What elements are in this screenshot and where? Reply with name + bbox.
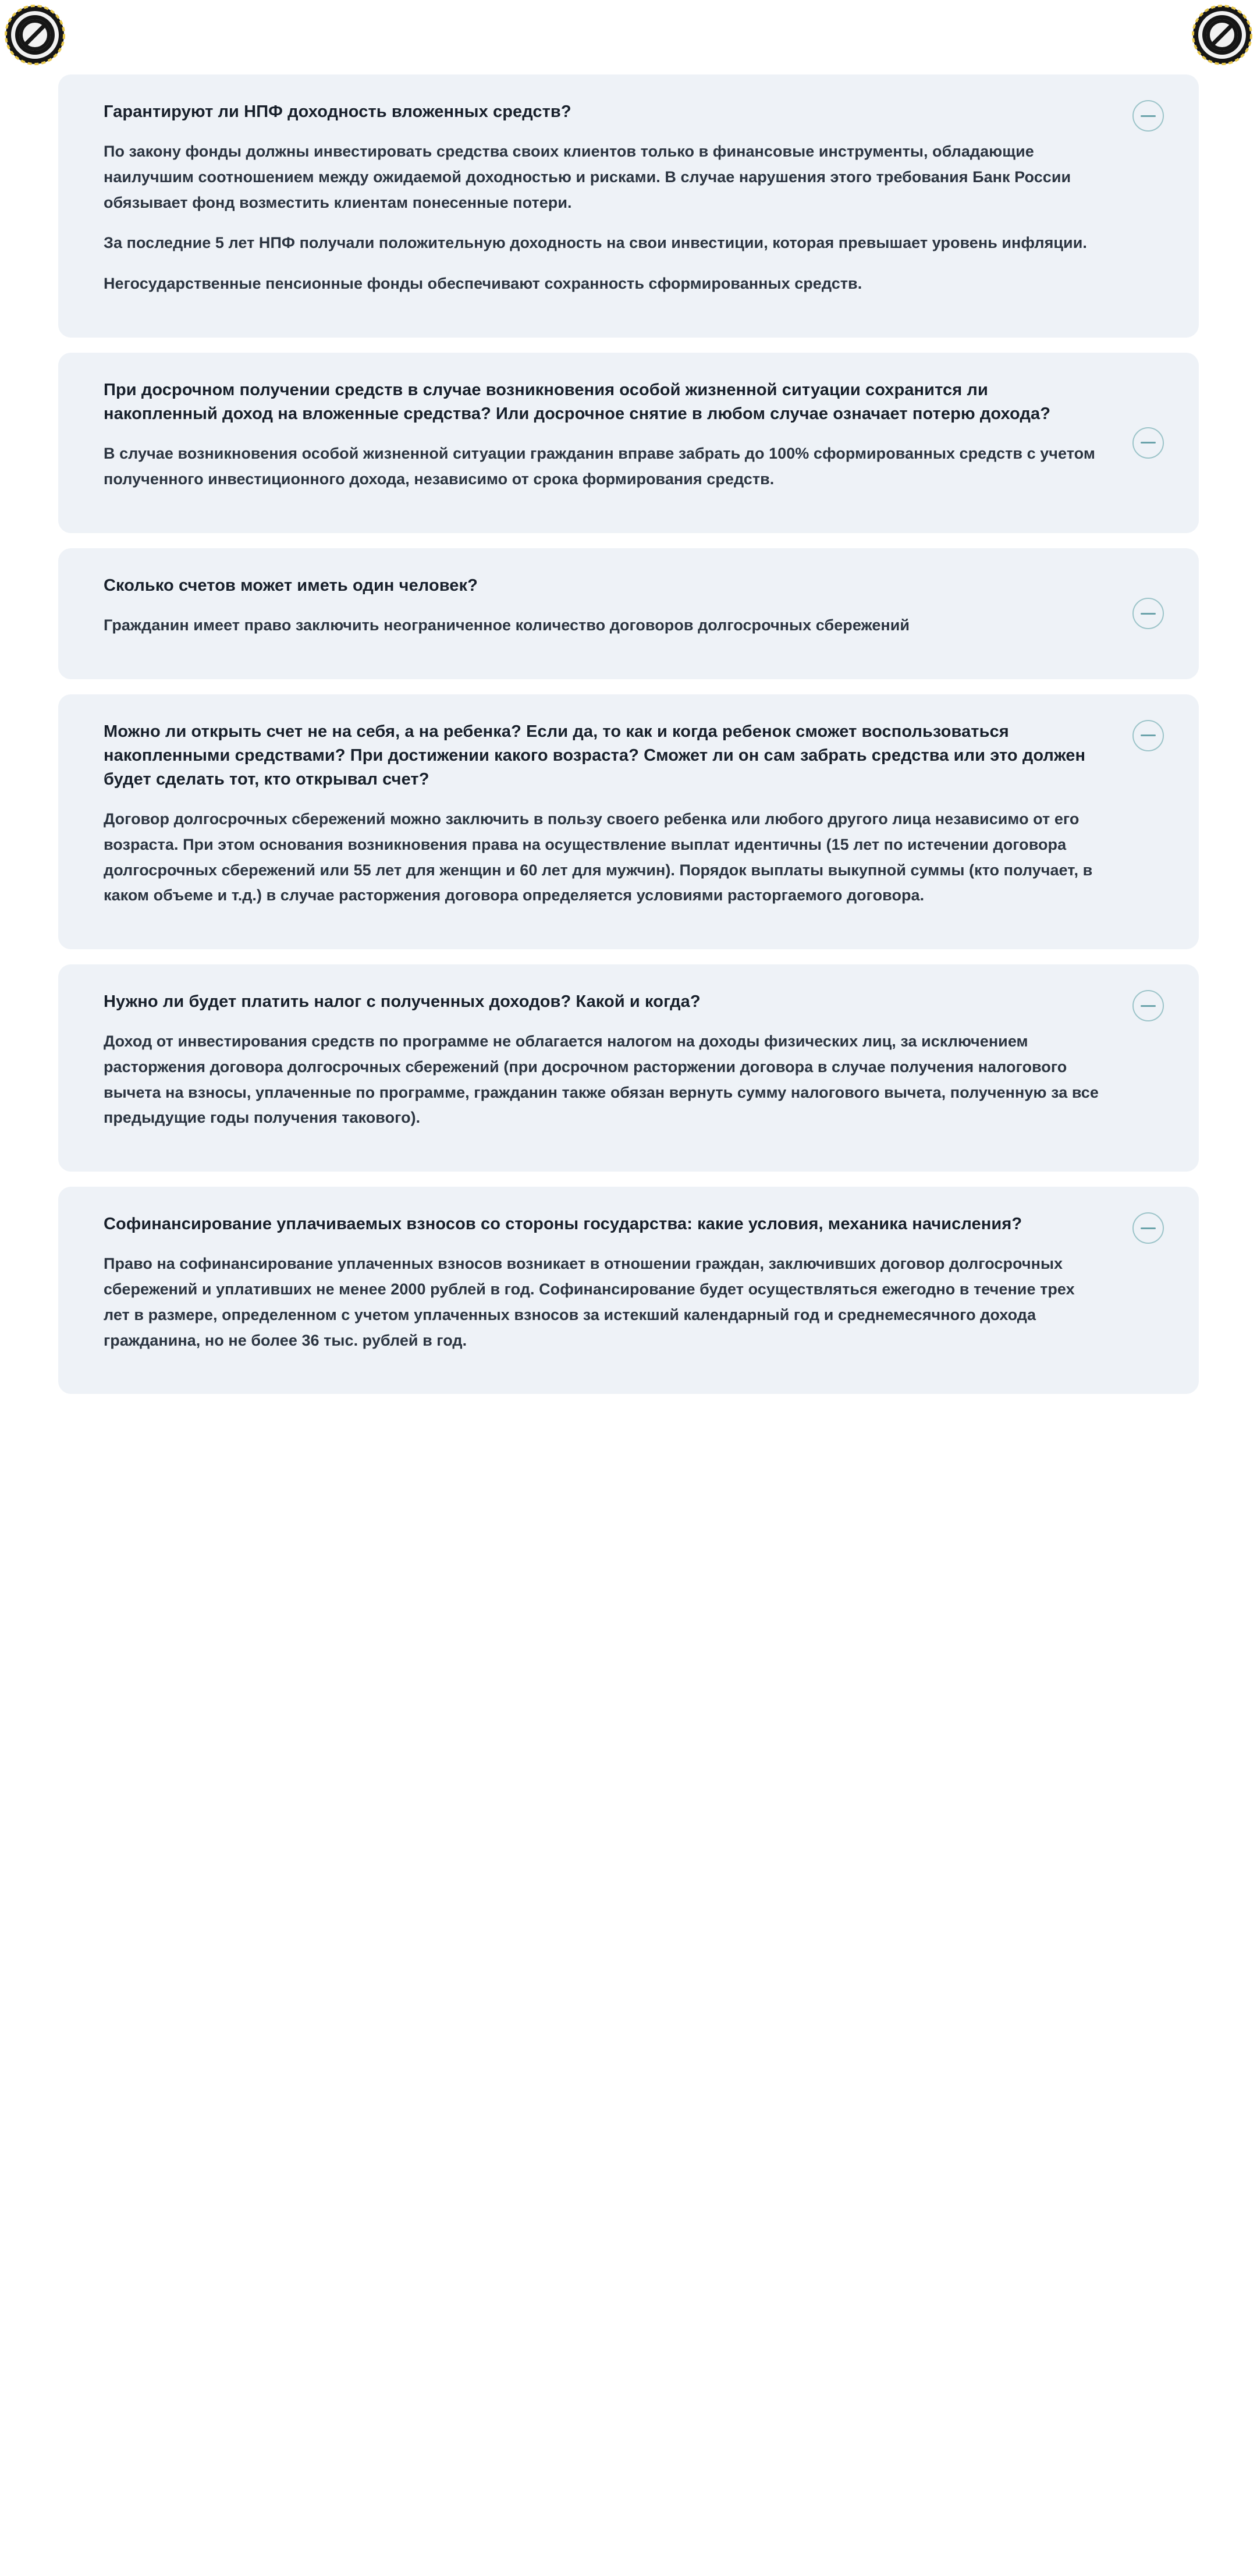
minus-icon: [1141, 115, 1156, 117]
faq-answer: Право на софинансирование уплаченных взносов возникает в отношении граждан, заключивших договор долгосрочных сбережений и уплативших не менее 2000 рублей в год. Софинансирование будет осуществляться ежегодно в течение трех лет в размере, определенном с учетом уплаченных взносов за истекший календарный год и среднемесячного дохода гражданина, но не более 36 тыс. рублей в год.: [104, 1255, 1075, 1349]
minus-icon: [1141, 442, 1156, 443]
faq-answer: Гражданин имеет право заключить неограниченное количество договоров долгосрочных сбережений: [104, 616, 910, 634]
faq-answer: Негосударственные пенсионные фонды обеспечивают сохранность сформированных средств.: [104, 275, 862, 293]
no-entry-icon: [1192, 5, 1252, 65]
faq-list: [58, 74, 1199, 1409]
faq-item[interactable]: [58, 1187, 1199, 1394]
faq-collapse-button[interactable]: [1132, 1212, 1164, 1244]
minus-icon: [1141, 613, 1156, 615]
faq-answer: По закону фонды должны инвестировать средства своих клиентов только в финансовые инструменты, обладающие наилучшим соотношением между ожидаемой доходностью и рисками. В случае нарушения этого требования Банк России обязывает фонд возместить клиентам понесенные потери.: [104, 143, 1071, 211]
faq-answer: Договор долгосрочных сбережений можно заключить в пользу своего ребенка или любого другого лица независимо от его возраста. При этом основания возникновения права на осуществление выплат идентичны (15 лет по истечении договора долгосрочных сбережений или 55 лет для женщин и 60 лет для мужчин). Порядок выплаты выкупной суммы (кто получает, в каком объеме и т.д.) в случае расторжения договора определяется условиями расторгаемого договора.: [104, 810, 1093, 904]
minus-icon: [1141, 735, 1156, 736]
faq-question: При досрочном получении средств в случае возникновения особой жизненной ситуации сохранится ли накопленный доход на вложенные средства? Или досрочное снятие в любом случае означает потерю дохода?: [104, 380, 1051, 424]
no-entry-badge-left: [5, 5, 65, 65]
faq-answer: Доход от инвестирования средств по программе не облагается налогом на доходы физических лиц, за исключением расторжения договора долгосрочных сбережений (при досрочном расторжении договора в случае получения налогового вычета на взносы, уплаченные по программе, гражданин также обязан вернуть сумму налогового вычета, полученную за все предыдущие годы получения такового).: [104, 1032, 1099, 1127]
faq-question: Сколько счетов может иметь один человек?: [104, 576, 478, 595]
faq-collapse-button[interactable]: [1132, 100, 1164, 132]
faq-question: Нужно ли будет платить налог с полученных доходов? Какой и когда?: [104, 992, 701, 1012]
faq-question: Можно ли открыть счет не на себя, а на ребенка? Если да, то как и когда ребенок сможет воспользоваться накопленными средствами? При достижении какого возраста? Сможет ли он сам забрать средства или это должен будет сделать тот, кто открывал счет?: [104, 722, 1086, 789]
faq-item[interactable]: [58, 74, 1199, 338]
faq-collapse-button[interactable]: [1132, 427, 1164, 459]
faq-question: Гарантируют ли НПФ доходность вложенных средств?: [104, 102, 571, 121]
no-entry-badge-right: [1192, 5, 1252, 65]
faq-item[interactable]: [58, 694, 1199, 949]
no-entry-icon: [5, 5, 65, 65]
faq-question: Софинансирование уплачиваемых взносов со стороны государства: какие условия, механика начисления?: [104, 1215, 1022, 1234]
minus-icon: [1141, 1005, 1156, 1007]
minus-icon: [1141, 1227, 1156, 1229]
faq-collapse-button[interactable]: [1132, 990, 1164, 1021]
faq-collapse-button[interactable]: [1132, 720, 1164, 751]
faq-item[interactable]: [58, 548, 1199, 679]
faq-item[interactable]: [58, 353, 1199, 533]
faq-item[interactable]: [58, 964, 1199, 1172]
faq-answer: За последние 5 лет НПФ получали положительную доходность на свои инвестиции, которая превышает уровень инфляции.: [104, 234, 1087, 252]
faq-answer: В случае возникновения особой жизненной ситуации гражданин вправе забрать до 100% сформированных средств с учетом полученного инвестиционного дохода, независимо от срока формирования средств.: [104, 445, 1095, 488]
faq-collapse-button[interactable]: [1132, 598, 1164, 629]
